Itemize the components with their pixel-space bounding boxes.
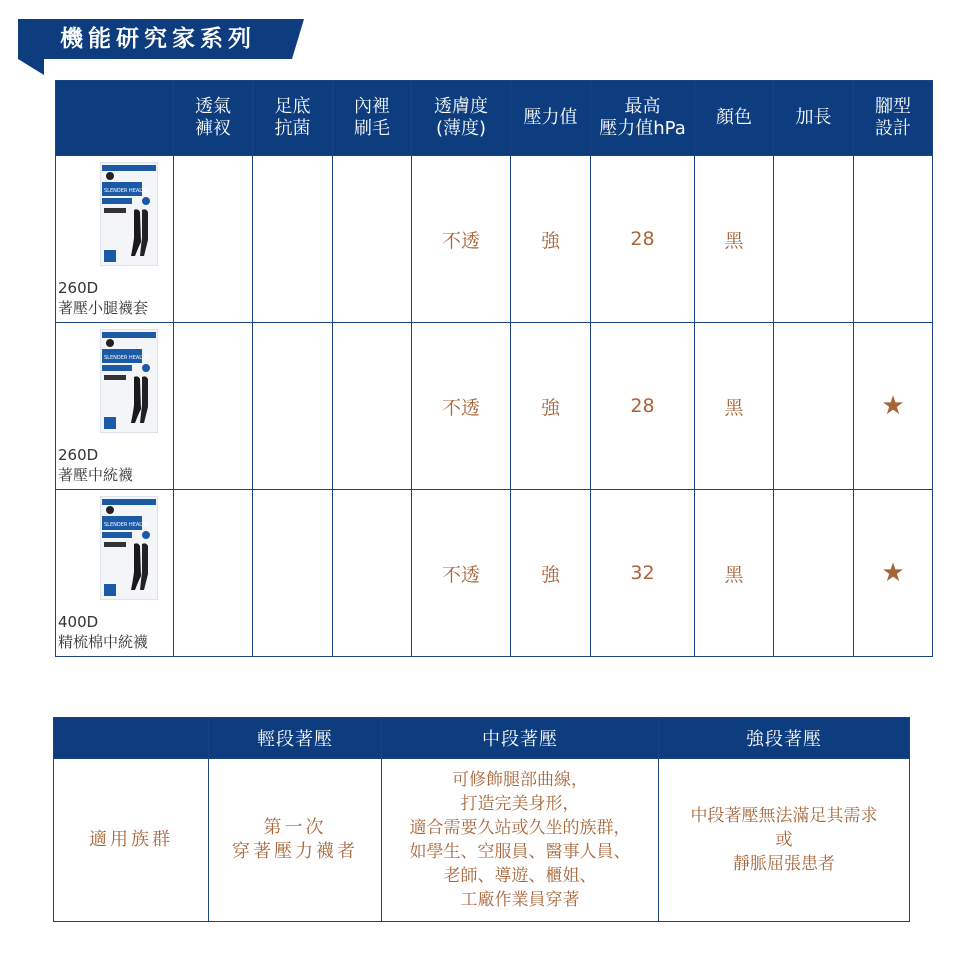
table-header-row bbox=[56, 81, 933, 156]
product-name: 260D 著壓中統襪 bbox=[58, 446, 134, 484]
spec-cell: 28 bbox=[591, 156, 695, 323]
header-cell: 透膚度 (薄度) bbox=[412, 81, 511, 156]
product-cell bbox=[56, 490, 174, 657]
spec-cell bbox=[253, 156, 333, 323]
header-product bbox=[56, 81, 174, 156]
header-cell: 顏色 bbox=[695, 81, 774, 156]
page-title: 機能研究家系列 bbox=[60, 26, 256, 52]
spec-cell: 不透 bbox=[412, 156, 511, 323]
product-name: 260D 著壓小腿襪套 bbox=[58, 279, 149, 317]
table-row bbox=[56, 490, 933, 657]
header-cell: 腳型 設計 bbox=[854, 81, 933, 156]
medium-description: 可修飾腿部曲線， 打造完美身形， 適合需要久站或久坐的族群， 如學生、空服員、醫事人員、 老師、導遊、櫃姐、 工廠作業員穿著 bbox=[382, 759, 659, 922]
product-cell bbox=[56, 156, 174, 323]
package-label: SLENDER HEALTH bbox=[104, 188, 149, 194]
header-medium: 中段著壓 bbox=[382, 718, 659, 759]
pressure-header-blank bbox=[54, 718, 209, 759]
table-row bbox=[56, 323, 933, 490]
star-icon: ★ bbox=[881, 558, 905, 588]
header-cell: 內裡 刷毛 bbox=[333, 81, 412, 156]
spec-cell bbox=[253, 323, 333, 490]
header-cell: 加長 bbox=[774, 81, 854, 156]
table-row bbox=[56, 156, 933, 323]
header-cell: 最高 壓力值hPa bbox=[591, 81, 695, 156]
spec-cell: 強 bbox=[511, 156, 591, 323]
product-package-image bbox=[100, 162, 158, 266]
package-label: SLENDER HEALTH bbox=[104, 522, 149, 528]
spec-cell: 黑 bbox=[695, 156, 774, 323]
star-icon: ★ bbox=[881, 391, 905, 421]
spec-cell: 不透 bbox=[412, 490, 511, 657]
product-package-image bbox=[100, 329, 158, 433]
spec-cell bbox=[333, 490, 412, 657]
light-description: 第一次 穿著壓力襪者 bbox=[209, 759, 382, 922]
spec-cell bbox=[854, 156, 933, 323]
header-cell: 足底 抗菌 bbox=[253, 81, 333, 156]
spec-cell: 強 bbox=[511, 323, 591, 490]
header-cell: 壓力值 bbox=[511, 81, 591, 156]
spec-cell: 28 bbox=[591, 323, 695, 490]
spec-cell bbox=[774, 323, 854, 490]
row-label-target-group: 適用族群 bbox=[54, 759, 209, 922]
product-name: 400D 精梳棉中統襪 bbox=[58, 613, 149, 651]
spec-cell bbox=[253, 490, 333, 657]
spec-cell: 黑 bbox=[695, 323, 774, 490]
spec-cell bbox=[774, 156, 854, 323]
spec-cell: 黑 bbox=[695, 490, 774, 657]
spec-cell bbox=[174, 490, 253, 657]
header-light: 輕段著壓 bbox=[209, 718, 382, 759]
spec-cell bbox=[333, 156, 412, 323]
product-cell bbox=[56, 323, 174, 490]
spec-cell: 32 bbox=[591, 490, 695, 657]
package-label: SLENDER HEALTH bbox=[104, 355, 149, 361]
spec-cell bbox=[854, 490, 933, 657]
pressure-body-row bbox=[54, 759, 910, 922]
strong-description: 中段著壓無法滿足其需求 或 靜脈屈張患者 bbox=[659, 759, 910, 922]
spec-cell bbox=[174, 156, 253, 323]
spec-cell bbox=[774, 490, 854, 657]
header-cell: 透氣 褲衩 bbox=[174, 81, 253, 156]
spec-table bbox=[55, 80, 933, 657]
header-strong: 強段著壓 bbox=[659, 718, 910, 759]
product-package-image bbox=[100, 496, 158, 600]
spec-cell bbox=[174, 323, 253, 490]
title-banner bbox=[18, 19, 313, 59]
pressure-header-row bbox=[54, 718, 910, 759]
spec-cell: 強 bbox=[511, 490, 591, 657]
spec-cell: 不透 bbox=[412, 323, 511, 490]
spec-cell bbox=[333, 323, 412, 490]
pressure-level-table bbox=[53, 717, 910, 922]
spec-cell bbox=[854, 323, 933, 490]
